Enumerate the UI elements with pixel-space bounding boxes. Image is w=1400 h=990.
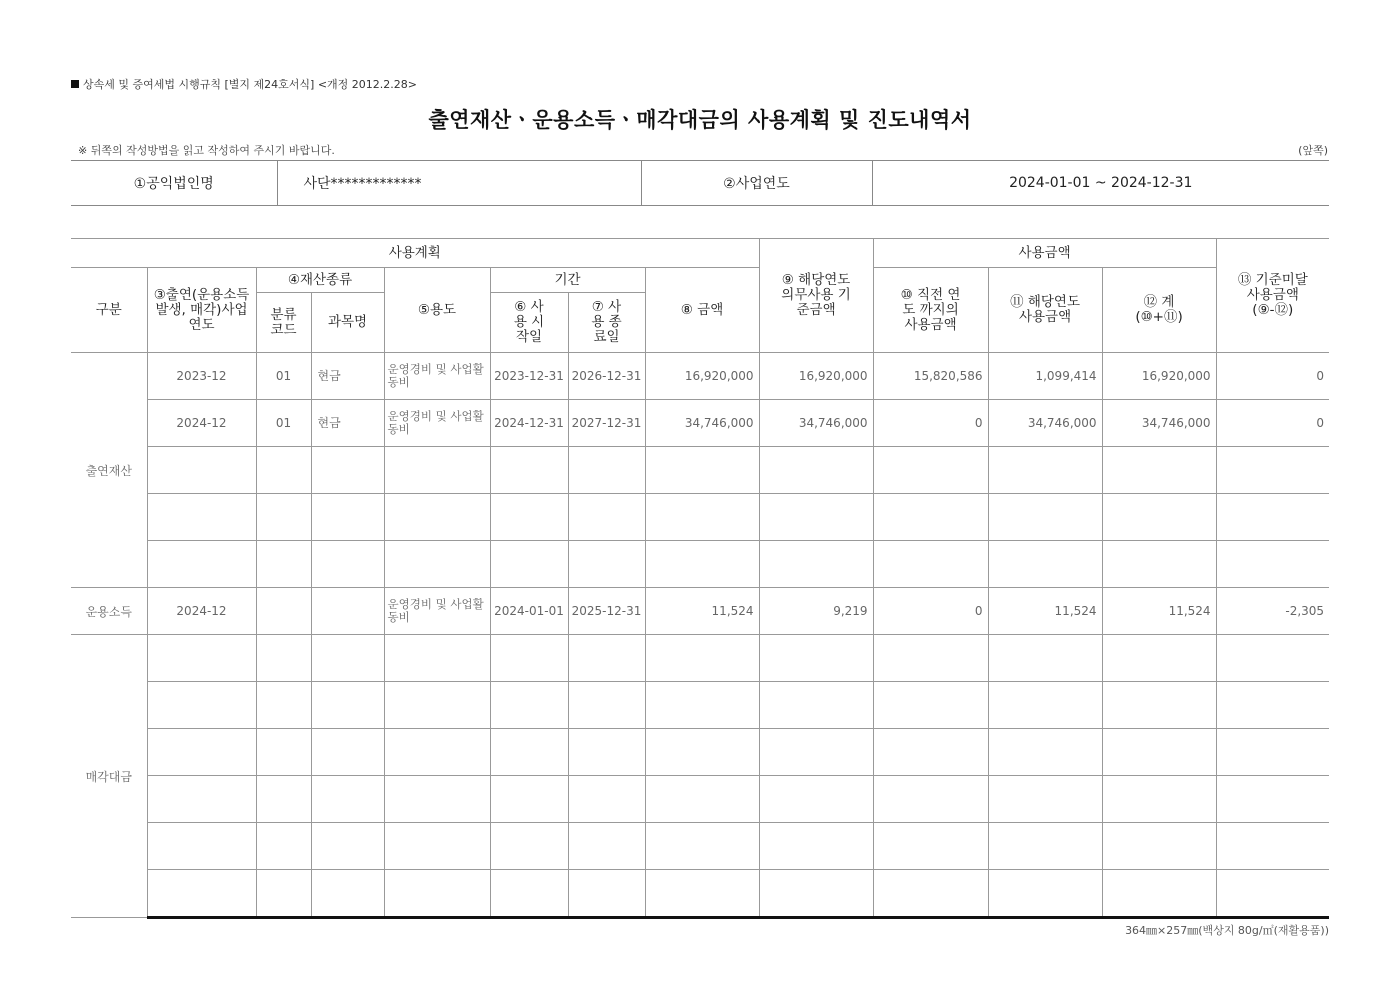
shortfall-header: ⑬ 기준미달 사용금액 (⑨-⑫): [1216, 239, 1329, 353]
page-side-label: (앞쪽): [1298, 144, 1328, 157]
current-use-cell: 34,746,000: [988, 400, 1102, 447]
prior-use-cell: 0: [873, 588, 988, 635]
document-title: 출연재산ㆍ운용소득ㆍ매각대금의 사용계획 및 진도내역서: [428, 108, 972, 132]
operating-income-group-label: 운용소득: [71, 588, 147, 635]
corporation-name-label: ①공익법인명: [71, 161, 277, 206]
mandatory-amount-cell: 16,920,000: [759, 353, 873, 400]
table-row: [71, 870, 1329, 918]
corporation-name-value: 사단*************: [277, 161, 641, 206]
end-date-cell: 2026-12-31: [568, 353, 645, 400]
start-date-cell: 2024-12-31: [490, 400, 568, 447]
mandatory-amount-header: ⑨ 해당연도 의무사용 기준금액: [759, 239, 873, 353]
fiscal-year-header: ③출연(운용소득 발생, 매각)사업연도: [147, 268, 256, 353]
used-amount-header: 사용금액: [873, 239, 1216, 268]
usage-plan-table: [71, 238, 1329, 919]
amount-cell: 16,920,000: [645, 353, 759, 400]
class-code-cell: 01: [256, 353, 311, 400]
amount-cell: 11,524: [645, 588, 759, 635]
table-row: [71, 776, 1329, 823]
current-use-header: ⑪ 해당연도 사용금액: [988, 268, 1102, 353]
end-date-header: ⑦ 사용 종료일: [568, 293, 645, 353]
amount-header: ⑧ 금액: [645, 268, 759, 353]
table-row: [71, 682, 1329, 729]
business-year-label: ②사업연도: [641, 161, 872, 206]
sale-proceeds-group-label: 매각대금: [71, 635, 147, 918]
shortfall-cell: -2,305: [1216, 588, 1329, 635]
corporation-info-table: [71, 160, 1329, 206]
contribution-group-label: 출연재산: [71, 353, 147, 588]
table-row: [71, 494, 1329, 541]
asset-type-header: ④재산종류: [256, 268, 384, 293]
mandatory-amount-cell: 34,746,000: [759, 400, 873, 447]
total-use-cell: 34,746,000: [1102, 400, 1216, 447]
account-cell: 현금: [311, 400, 384, 447]
table-row: [71, 588, 1329, 635]
total-use-cell: 16,920,000: [1102, 353, 1216, 400]
fiscal-year-cell: 2023-12: [147, 353, 256, 400]
total-use-header: ⑫ 계 (⑩+⑪): [1102, 268, 1216, 353]
paper-spec: 364㎜×257㎜(백상지 80g/㎡(재활용품)): [1125, 924, 1329, 937]
business-year-value: 2024-01-01 ~ 2024-12-31: [872, 161, 1329, 206]
shortfall-cell: 0: [1216, 400, 1329, 447]
account-name-header: 과목명: [311, 293, 384, 353]
end-date-cell: 2025-12-31: [568, 588, 645, 635]
account-cell: [311, 588, 384, 635]
mandatory-amount-cell: 9,219: [759, 588, 873, 635]
prior-use-cell: 0: [873, 400, 988, 447]
current-use-cell: 11,524: [988, 588, 1102, 635]
total-use-cell: 11,524: [1102, 588, 1216, 635]
table-row: [71, 400, 1329, 447]
fiscal-year-cell: 2024-12: [147, 588, 256, 635]
square-bullet-icon: [71, 80, 79, 88]
table-row: [71, 447, 1329, 494]
table-row: [71, 635, 1329, 682]
period-header: 기간: [490, 268, 645, 293]
form-identifier: [71, 76, 417, 92]
instruction-note: ※ 뒤쪽의 작성방법을 읽고 작성하여 주시기 바랍니다.: [78, 144, 335, 157]
shortfall-cell: 0: [1216, 353, 1329, 400]
start-date-cell: 2023-12-31: [490, 353, 568, 400]
purpose-cell: 운영경비 및 사업활동비: [384, 588, 490, 635]
purpose-header: ⑤용도: [384, 268, 490, 353]
purpose-cell: 운영경비 및 사업활동비: [384, 400, 490, 447]
table-row: [71, 823, 1329, 870]
table-row: [71, 729, 1329, 776]
end-date-cell: 2027-12-31: [568, 400, 645, 447]
usage-plan-header: 사용계획: [71, 239, 759, 268]
current-use-cell: 1,099,414: [988, 353, 1102, 400]
amount-cell: 34,746,000: [645, 400, 759, 447]
class-code-cell: [256, 588, 311, 635]
fiscal-year-cell: 2024-12: [147, 400, 256, 447]
start-date-header: ⑥ 사용 시작일: [490, 293, 568, 353]
class-code-cell: 01: [256, 400, 311, 447]
purpose-cell: 운영경비 및 사업활동비: [384, 353, 490, 400]
classification-code-header: 분류코드: [256, 293, 311, 353]
table-row: [71, 353, 1329, 400]
table-row: [71, 541, 1329, 588]
prior-use-header: ⑩ 직전 연도 까지의 사용금액: [873, 268, 988, 353]
category-header: 구분: [71, 268, 147, 353]
prior-use-cell: 15,820,586: [873, 353, 988, 400]
start-date-cell: 2024-01-01: [490, 588, 568, 635]
form-identifier-text: 상속세 및 증여세법 시행규칙 [별지 제24호서식] <개정 2012.2.28>: [83, 78, 417, 91]
account-cell: 현금: [311, 353, 384, 400]
